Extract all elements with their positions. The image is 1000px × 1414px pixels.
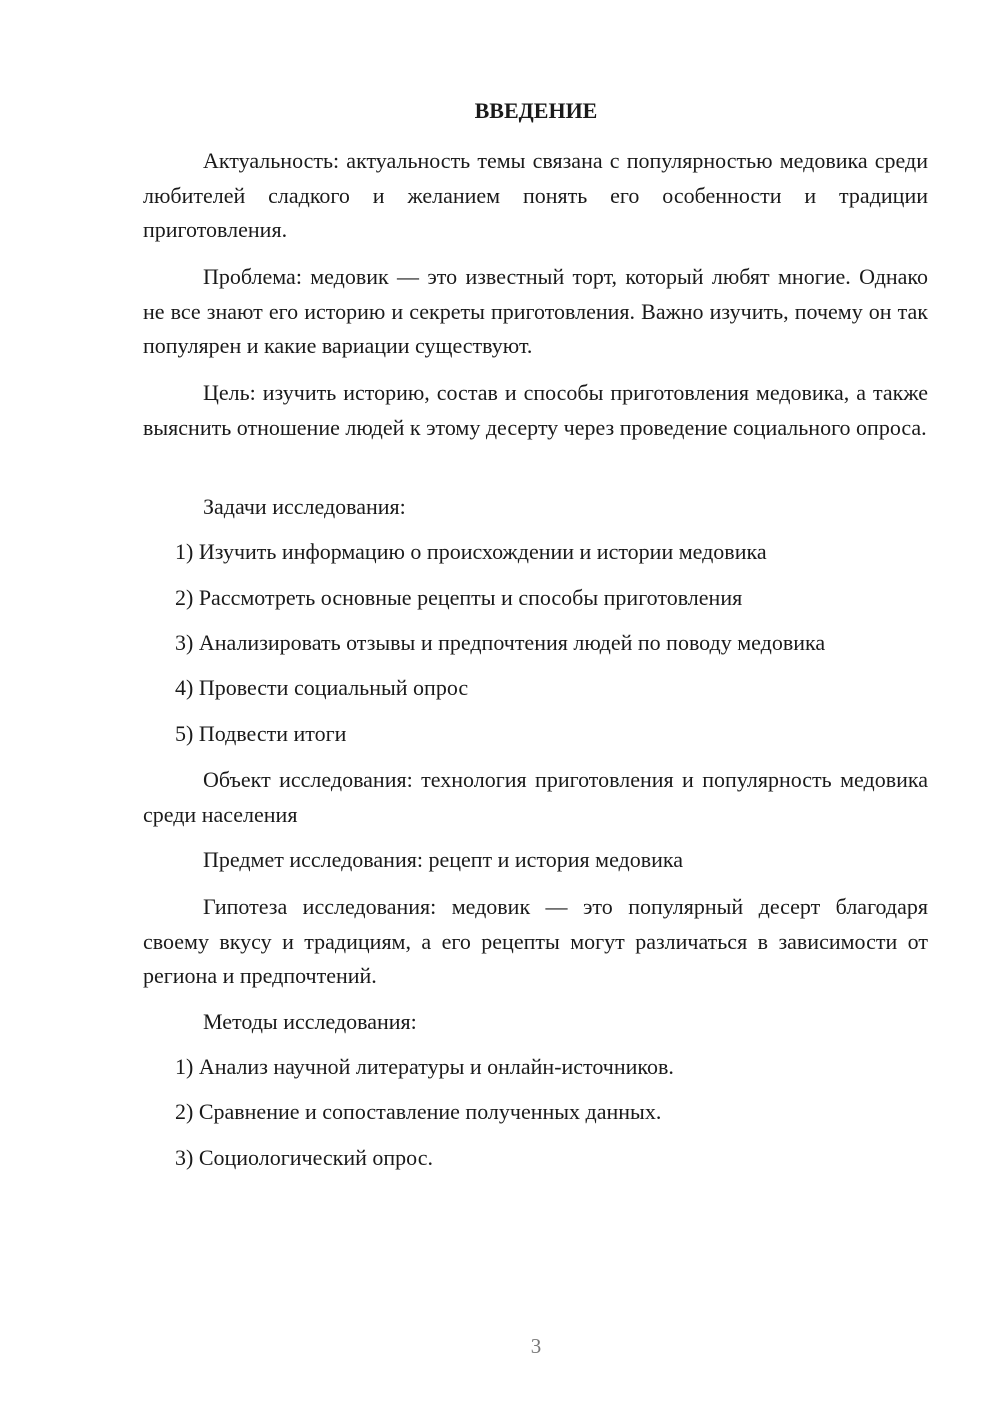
paragraph-hypothesis: Гипотеза исследования: медовик — это популярный десерт благодаря своему вкусу и традициям, а его рецепты могут различаться в зависимости от региона и предпочтений. <box>143 894 928 988</box>
tasks-heading: Задачи исследования: <box>203 494 406 519</box>
page-title: ВВЕДЕНИЕ <box>474 98 598 123</box>
list-item: 4) Провести социальный опрос <box>175 675 469 700</box>
list-item: 3) Анализировать отзывы и предпочтения людей по поводу медовика <box>175 630 826 655</box>
list-item: 1) Анализ научной литературы и онлайн-источников. <box>175 1054 674 1079</box>
paragraph-object: Объект исследования: технология приготовления и популярность медовика среди населения <box>143 767 928 827</box>
research-subject: Предмет исследования: рецепт и история медовика <box>203 847 684 872</box>
methods-heading: Методы исследования: <box>203 1009 417 1034</box>
page-number: 3 <box>530 1334 542 1358</box>
list-item: 1) Изучить информацию о происхождении и истории медовика <box>175 539 767 564</box>
paragraph-problem: Проблема: медовик — это известный торт, который любят многие. Однако не все знают его историю и секреты приготовления. Важно изучить, почему он так популярен и какие вариации существуют. <box>143 264 928 358</box>
list-item: 5) Подвести итоги <box>175 721 347 746</box>
list-item: 2) Сравнение и сопоставление полученных данных. <box>175 1099 662 1124</box>
list-item: 2) Рассмотреть основные рецепты и способы приготовления <box>175 585 743 610</box>
list-item: 3) Социологический опрос. <box>175 1145 433 1170</box>
paragraph-relevance: Актуальность: актуальность темы связана с популярностью медовика среди любителей сладкого и желанием понять его особенности и традиции приготовления. <box>143 148 928 242</box>
paragraph-goal: Цель: изучить историю, состав и способы приготовления медовика, а также выяснить отношение людей к этому десерту через проведение социального опроса. <box>143 380 928 440</box>
